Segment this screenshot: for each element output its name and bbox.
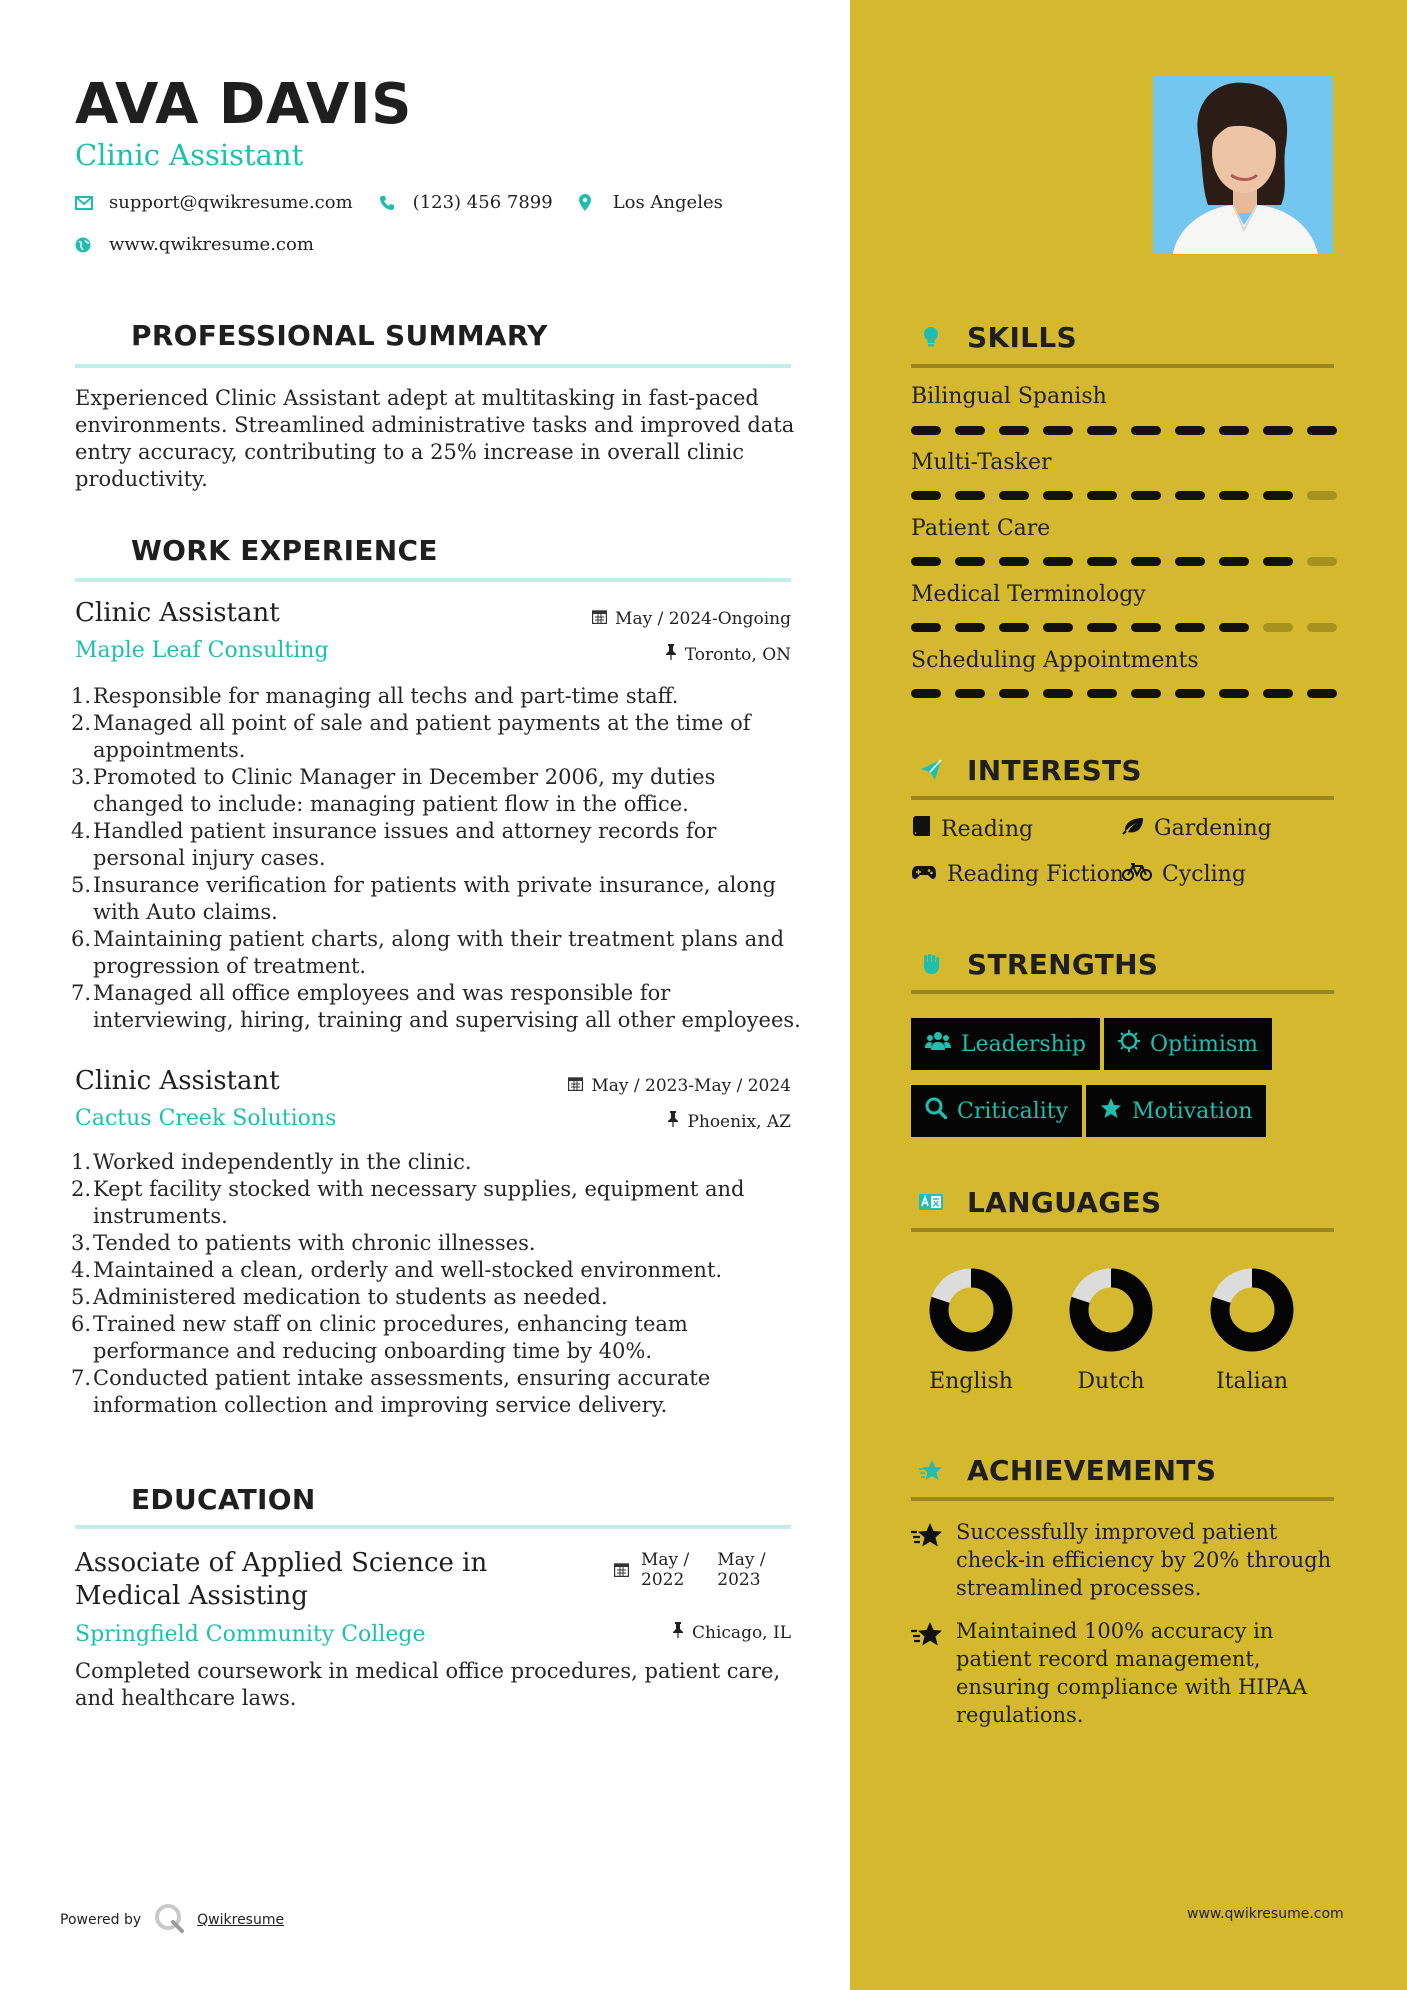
job-title: Clinic Assistant <box>75 1066 280 1096</box>
strengths-heading <box>911 944 1158 984</box>
job-date <box>568 1076 791 1096</box>
achievement-star-icon <box>911 1450 951 1490</box>
interest-item <box>911 816 1033 842</box>
qwikresume-link[interactable]: Qwikresume <box>197 1912 285 1928</box>
language-item <box>921 1265 1021 1394</box>
experience-divider <box>75 578 791 582</box>
phone-text[interactable]: (123) 456 7899 <box>412 192 553 213</box>
strength-tag-motivation <box>1086 1085 1266 1137</box>
users-icon <box>925 1031 951 1057</box>
footer-website[interactable]: www.qwikresume.com <box>1187 1906 1344 1922</box>
profile-photo <box>1153 75 1333 254</box>
bicycle-icon <box>1122 862 1152 887</box>
languages-divider <box>911 1228 1334 1232</box>
language-name: Italian <box>1215 1369 1288 1394</box>
language-name: Dutch <box>1077 1369 1145 1394</box>
skill-dash <box>955 557 985 566</box>
job-title: Clinic Assistant <box>75 598 280 628</box>
language-item <box>1061 1265 1161 1394</box>
skill-name: Patient Care <box>911 516 1051 541</box>
candidate-name: AVA DAVIS <box>75 72 412 137</box>
strength-label: Leadership <box>961 1031 1086 1057</box>
achievements-heading <box>911 1450 1216 1490</box>
interest-item <box>1122 862 1246 887</box>
skill-dash <box>1263 689 1293 698</box>
skill-dash <box>1087 623 1117 632</box>
list-item: Managed all office employees and was responsible for interviewing, hiring, training and supervising all other employees. <box>93 981 801 1032</box>
skill-dash <box>1087 491 1117 500</box>
list-item: Handled patient insurance issues and attorney records for personal injury cases. <box>93 819 717 870</box>
strength-tag-criticality <box>911 1085 1082 1137</box>
interests-title: INTERESTS <box>967 753 1142 787</box>
user-icon <box>75 315 115 355</box>
graduate-icon <box>75 1479 115 1519</box>
start-date-year: 2022 <box>641 1570 685 1590</box>
job-location <box>667 1111 791 1132</box>
website-text[interactable]: www.qwikresume.com <box>109 234 314 255</box>
skill-dash <box>1219 557 1249 566</box>
email-icon <box>75 196 109 210</box>
skill-name: Multi-Tasker <box>911 450 1052 475</box>
skill-dash <box>1043 623 1073 632</box>
skill-level-bar <box>911 491 1337 500</box>
skill-dash <box>1043 426 1073 435</box>
skill-dash <box>999 491 1029 500</box>
strength-label: Criticality <box>957 1098 1069 1124</box>
skill-dash <box>1131 689 1161 698</box>
start-date-month: May / <box>641 1550 690 1570</box>
language-level-ring <box>926 1265 1016 1355</box>
star-icon <box>1100 1097 1122 1125</box>
book-icon <box>911 816 931 842</box>
achievement-star-icon <box>911 1617 956 1729</box>
skill-dash <box>911 491 941 500</box>
achievement-item <box>911 1617 1336 1729</box>
education-description: Completed coursework in medical office procedures, patient care, and healthcare laws. <box>75 1659 781 1710</box>
paper-plane-icon <box>911 750 951 790</box>
strength-label: Optimism <box>1150 1031 1259 1057</box>
list-item: Promoted to Clinic Manager in December 2006, my duties changed to include: managing patient flow in the office. <box>93 765 716 816</box>
skills-divider <box>911 364 1334 368</box>
skill-dash <box>1131 426 1161 435</box>
skill-dash <box>1307 426 1337 435</box>
school-name[interactable]: Springfield Community College <box>75 1622 426 1647</box>
job-duties <box>75 1149 805 1419</box>
skills-title: SKILLS <box>967 320 1077 354</box>
skill-dash <box>1131 491 1161 500</box>
skill-dash <box>911 689 941 698</box>
phone-icon <box>379 195 413 211</box>
skill-dash <box>1175 689 1205 698</box>
candidate-title: Clinic Assistant <box>75 138 304 172</box>
language-item <box>1202 1265 1302 1394</box>
skill-dash <box>1087 426 1117 435</box>
interest-item <box>1122 816 1272 841</box>
strength-label: Motivation <box>1132 1098 1253 1124</box>
skill-dash <box>999 426 1029 435</box>
education-location-text: Chicago, IL <box>692 1622 791 1643</box>
achievement-item <box>911 1518 1336 1602</box>
list-item: Responsible for managing all techs and part-time staff. <box>93 684 679 708</box>
skill-dash <box>1307 557 1337 566</box>
list-item: Managed all point of sale and patient payments at the time of appointments. <box>93 711 751 762</box>
strengths-divider <box>911 990 1334 994</box>
sun-icon <box>1118 1030 1140 1058</box>
summary-title: PROFESSIONAL SUMMARY <box>131 318 548 352</box>
interest-label: Reading Fiction <box>947 862 1124 887</box>
list-item: Insurance verification for patients with private insurance, along with Auto claims. <box>93 873 776 924</box>
language-level-ring <box>1066 1265 1156 1355</box>
education-heading <box>75 1479 316 1519</box>
degree-title: Associate of Applied Science in Medical Assisting <box>75 1548 488 1611</box>
list-item: Maintaining patient charts, along with their treatment plans and progression of treatment. <box>93 927 785 978</box>
powered-by-label: Powered by <box>60 1912 142 1928</box>
skill-dash <box>911 623 941 632</box>
skill-level-bar <box>911 557 1337 566</box>
list-item: Tended to patients with chronic illnesses. <box>93 1231 536 1255</box>
achievement-text: Maintained 100% accuracy in patient record management, ensuring compliance with HIPAA regulations. <box>956 1619 1308 1727</box>
skill-dash <box>1043 557 1073 566</box>
skill-dash <box>1175 557 1205 566</box>
start-date <box>641 1550 689 1590</box>
education-divider <box>75 1525 791 1529</box>
languages-title: LANGUAGES <box>967 1185 1162 1219</box>
end-date-year: 2023 <box>717 1570 761 1590</box>
job-location <box>665 644 791 665</box>
job-date-text: May / 2024-Ongoing <box>615 609 791 629</box>
pushpin-icon <box>672 1622 684 1643</box>
skill-dash <box>1219 623 1249 632</box>
skill-dash <box>1263 491 1293 500</box>
footer-powered-by <box>60 1902 284 1938</box>
skill-name: Medical Terminology <box>911 582 1146 607</box>
skill-level-bar <box>911 426 1337 435</box>
search-icon <box>925 1097 947 1125</box>
qwikresume-logo-icon <box>153 1902 185 1938</box>
achievement-star-icon <box>911 1518 956 1602</box>
skill-dash <box>1219 491 1249 500</box>
briefcase-chair-icon <box>75 530 115 570</box>
list-item: Administered medication to students as needed. <box>93 1285 608 1309</box>
list-item: Maintained a clean, orderly and well-stocked environment. <box>93 1258 723 1282</box>
interest-label: Gardening <box>1154 816 1272 841</box>
interest-label: Reading <box>941 816 1034 842</box>
contact-row <box>75 192 749 213</box>
gamepad-icon <box>911 862 937 887</box>
achievements-divider <box>911 1497 1334 1501</box>
skill-dash <box>1175 426 1205 435</box>
calendar-icon <box>592 609 607 629</box>
skill-name: Bilingual Spanish <box>911 384 1107 409</box>
skill-dash <box>1307 623 1337 632</box>
strength-tag-optimism <box>1104 1018 1272 1070</box>
interest-item <box>911 862 1124 887</box>
skill-dash <box>955 426 985 435</box>
skill-dash <box>955 491 985 500</box>
job-duties <box>75 683 805 1034</box>
skill-level-bar <box>911 623 1337 632</box>
skill-dash <box>1263 623 1293 632</box>
pushpin-icon <box>667 1111 679 1132</box>
skill-name: Scheduling Appointments <box>911 648 1199 673</box>
skill-dash <box>1263 557 1293 566</box>
skill-dash <box>911 426 941 435</box>
experience-heading <box>75 530 438 570</box>
calendar-icon <box>568 1076 583 1096</box>
skill-dash <box>999 689 1029 698</box>
skill-dash <box>999 557 1029 566</box>
skill-dash <box>1219 426 1249 435</box>
strengths-title: STRENGTHS <box>967 947 1159 981</box>
strength-tag-leadership <box>911 1018 1100 1070</box>
skill-level-bar <box>911 689 1337 698</box>
language-name: English <box>929 1369 1013 1394</box>
skill-dash <box>999 623 1029 632</box>
skill-dash <box>955 623 985 632</box>
skill-dash <box>1131 623 1161 632</box>
website-row <box>75 234 340 255</box>
skill-dash <box>1263 426 1293 435</box>
skill-dash <box>1307 491 1337 500</box>
end-date <box>717 1550 765 1590</box>
pushpin-icon <box>665 644 677 665</box>
job-location-text: Toronto, ON <box>684 644 791 665</box>
education-title: EDUCATION <box>131 1482 316 1516</box>
skill-dash <box>1175 623 1205 632</box>
job-date-text: May / 2023-May / 2024 <box>591 1076 791 1096</box>
interests-divider <box>911 796 1334 800</box>
interest-label: Cycling <box>1162 862 1246 887</box>
education-location <box>672 1622 791 1643</box>
job-date <box>592 609 791 629</box>
skill-dash <box>1175 491 1205 500</box>
achievements-title: ACHIEVEMENTS <box>967 1453 1217 1487</box>
skill-dash <box>1043 491 1073 500</box>
email-text[interactable]: support@qwikresume.com <box>109 192 353 213</box>
company-name[interactable]: Cactus Creek Solutions <box>75 1106 337 1131</box>
summary-text: Experienced Clinic Assistant adept at multitasking in fast-paced environments. Streamlined administrative tasks and improved data entry accuracy, contributing to a 25% increase in overall clinic productivity. <box>75 386 795 491</box>
skill-dash <box>1087 557 1117 566</box>
language-icon <box>911 1182 951 1222</box>
job-location-text: Phoenix, AZ <box>687 1111 791 1132</box>
end-date-month: May / <box>717 1550 766 1570</box>
languages-heading <box>911 1182 1161 1222</box>
summary-heading <box>75 315 548 355</box>
achievement-text: Successfully improved patient check-in efficiency by 20% through streamlined processes. <box>956 1520 1332 1600</box>
skill-dash <box>955 689 985 698</box>
company-name[interactable]: Maple Leaf Consulting <box>75 638 329 663</box>
skills-heading <box>911 317 1077 357</box>
skill-dash <box>1087 689 1117 698</box>
skill-dash <box>1043 689 1073 698</box>
location-text: Los Angeles <box>612 192 723 213</box>
education-dates <box>614 1550 766 1590</box>
list-item: Worked independently in the clinic. <box>93 1150 472 1174</box>
skill-dash <box>1307 689 1337 698</box>
summary-divider <box>75 364 791 368</box>
calendar-icon <box>614 1550 629 1582</box>
skill-dash <box>1219 689 1249 698</box>
leaf-icon <box>1122 816 1144 841</box>
location-pin-icon <box>579 194 613 211</box>
fist-icon <box>911 944 951 984</box>
list-item: Kept facility stocked with necessary supplies, equipment and instruments. <box>93 1177 745 1228</box>
skill-dash <box>911 557 941 566</box>
language-level-ring <box>1207 1265 1297 1355</box>
list-item: Conducted patient intake assessments, ensuring accurate information collection and improving service delivery. <box>93 1366 711 1417</box>
experience-title: WORK EXPERIENCE <box>131 533 438 567</box>
lightbulb-icon <box>911 317 951 357</box>
globe-icon <box>75 237 109 253</box>
interests-heading <box>911 750 1142 790</box>
list-item: Trained new staff on clinic procedures, enhancing team performance and reducing onboarding time by 40%. <box>93 1312 688 1363</box>
skill-dash <box>1131 557 1161 566</box>
